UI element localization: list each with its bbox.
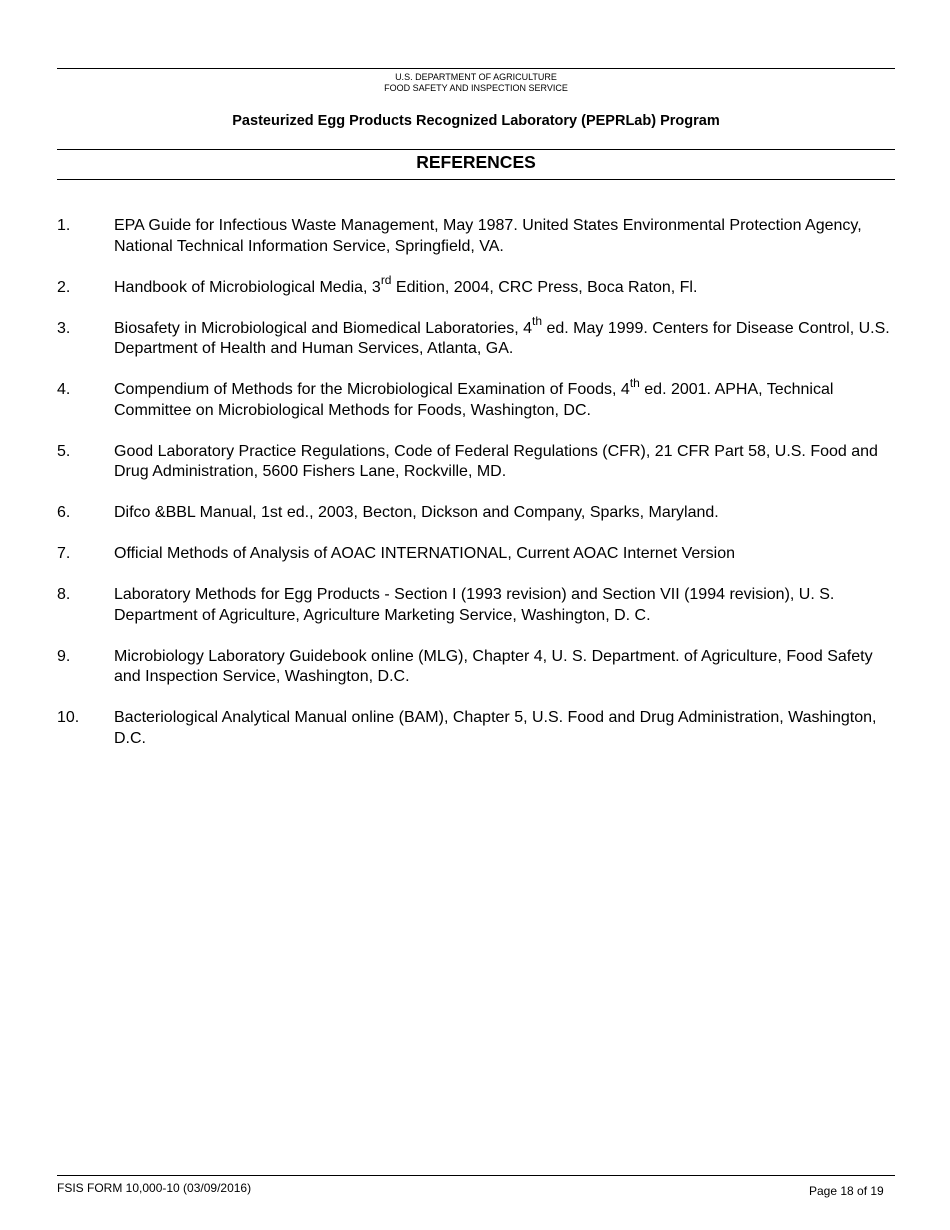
- reference-item: [57, 544, 902, 565]
- agency-line-1: U.S. DEPARTMENT OF AGRICULTURE: [395, 72, 557, 82]
- reference-text: EPA Guide for Infectious Waste Management, May 1987. United States Environmental Protection Agency, National Technical Information Service, Springfield, VA.: [114, 217, 862, 255]
- reference-text-continued: Edition, 2004, CRC Press, Boca Raton, Fl.: [391, 278, 698, 296]
- reference-number: 8.: [57, 586, 71, 603]
- reference-text: Official Methods of Analysis of AOAC INTERNATIONAL, Current AOAC Internet Version: [114, 545, 735, 562]
- agency-header: [57, 72, 895, 94]
- page-number: Page 18 of 19: [809, 1184, 884, 1198]
- reference-text: Handbook of Microbiological Media, 3: [114, 278, 381, 296]
- reference-number: 3.: [57, 319, 71, 337]
- reference-item: [57, 216, 902, 257]
- reference-text: Compendium of Methods for the Microbiological Examination of Foods, 4: [114, 381, 630, 398]
- agency-line-2: FOOD SAFETY AND INSPECTION SERVICE: [384, 83, 568, 93]
- reference-item: [57, 314, 902, 360]
- reference-superscript: rd: [380, 273, 392, 288]
- reference-item: [57, 442, 902, 483]
- reference-text: Biosafety in Microbiological and Biomedical Laboratories, 4: [114, 319, 532, 337]
- reference-text: Good Laboratory Practice Regulations, Code of Federal Regulations (CFR), 21 CFR Part 58, U.S. Food and Drug Administration, 5600 Fishers Lane, Rockville, MD.: [114, 442, 878, 480]
- reference-number: 6.: [57, 504, 71, 521]
- reference-item: [57, 375, 902, 421]
- reference-item: [57, 273, 902, 299]
- reference-number: 9.: [57, 647, 71, 665]
- reference-text: Difco &BBL Manual, 1st ed., 2003, Becton, Dickson and Company, Sparks, Maryland.: [114, 504, 719, 521]
- title-bottom-rule: [57, 179, 895, 180]
- reference-number: 10.: [57, 709, 80, 726]
- reference-text-continued: ed. May 1999. Centers for Disease Control, U.S. Department of Health and Human Services, Atlanta, GA.: [114, 319, 890, 357]
- reference-superscript: th: [532, 314, 543, 329]
- footer-rule: [57, 1175, 895, 1176]
- reference-item: [57, 503, 902, 524]
- reference-text: Microbiology Laboratory Guidebook online (MLG), Chapter 4, U. S. Department. of Agriculture, Food Safety and Inspection Service, Washington, D.C.: [114, 647, 873, 685]
- reference-number: 4.: [57, 381, 71, 398]
- reference-number: 1.: [57, 217, 71, 234]
- header-top-rule: [57, 68, 895, 69]
- reference-text: Laboratory Methods for Egg Products - Section I (1993 revision) and Section VII (1994 revision), U. S. Department of Agriculture, Agriculture Marketing Service, Washington, D. C.: [114, 586, 835, 624]
- reference-item: [57, 585, 902, 626]
- reference-list: [57, 216, 902, 770]
- reference-item: [57, 708, 902, 749]
- program-title: Pasteurized Egg Products Recognized Laboratory (PEPRLab) Program: [232, 113, 720, 129]
- reference-number: 2.: [57, 278, 71, 296]
- reference-item: [57, 647, 902, 688]
- section-title: REFERENCES: [416, 152, 536, 172]
- title-top-rule: [57, 149, 895, 150]
- reference-number: 7.: [57, 545, 71, 562]
- reference-superscript: th: [629, 375, 640, 390]
- reference-number: 5.: [57, 442, 71, 460]
- reference-text-continued: ed. 2001. APHA, Technical Committee on Microbiological Methods for Foods, Washington, DC.: [114, 381, 834, 419]
- reference-text: Bacteriological Analytical Manual online (BAM), Chapter 5, U.S. Food and Drug Administration, Washington, D.C.: [114, 709, 877, 747]
- form-identifier: FSIS FORM 10,000-10 (03/09/2016): [57, 1181, 252, 1195]
